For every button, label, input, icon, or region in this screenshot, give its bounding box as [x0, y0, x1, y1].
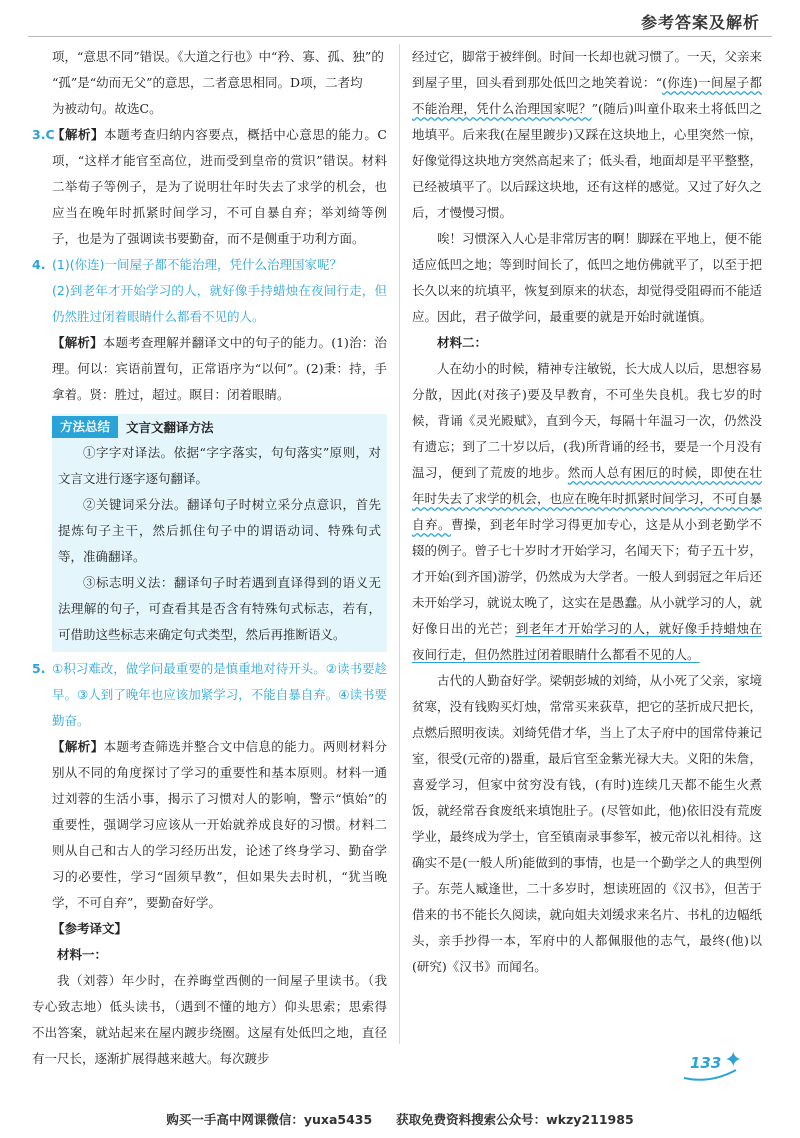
intro-line-1: 项，“意思不同”错误。《大道之行也》中“矜、寡、孤、独”的 [52, 49, 384, 64]
translation-paragraph-2: 唉！习惯深入人心是非常厉害的啊！脚踩在平地上，便不能适应低凹之地；等到时间长了，低凹之地仿佛就平了，以至于把长久以来的坑填平，恢复到原来的状态，却觉得受阻碍而不能适应。因此，君子做学问，最重要的就是开始时就谨慎。 [412, 231, 763, 324]
analysis-text: 本题考查筛选并整合文中信息的能力。两则材料分别从不同的角度探讨了学习的重要性和基本原则。材料一通过刘蓉的生活小事，揭示了习惯对人的影响，警示“慎始”的重要性，强调学习应该从一开始就养成良好的习惯。材料二则从自己和古人的学习经历出发，论述了终身学习、勤奋学习的必要性，学习“固须早教”，但如果失去时机，“犹当晚学，不可自弃”，要勤奋好学。 [52, 739, 387, 910]
footer [0, 1110, 800, 1128]
question-4-number: 4. [32, 257, 46, 272]
question-4-answer-2: (2)到老年才开始学习的人，就好像手持蜡烛在夜间行走，但仍然胜过闭着眼睛什么都看不见的人。 [52, 283, 387, 324]
translation-paragraph-1 [412, 44, 762, 226]
answer-text: (1)(你连)一间屋子都不能治理，凭什么治理国家呢？ [52, 257, 342, 272]
material-1-title: 材料一： [57, 947, 108, 962]
text-run: ”(随后)叫童仆取来土将低凹之地填平。后来我(在屋里踱步)又踩在这块地上，心里突然一惊，好像觉得这块地方突然高起来了；低头看，地面却是平平整整，已经被填平了。以后踩这块地，还有这样的感觉。又过了好久之后，才慢慢习惯。 [412, 101, 763, 220]
question-3-number: 3.C [32, 127, 55, 142]
underlined-sentence: 然而人总有困厄的时候，即使在壮年时失去了求学的机会，也应在晚年时抓紧时间学习，不可自暴自弃。 [412, 465, 763, 532]
translation-paragraph-4: 古代的人勤奋好学。梁朝彭城的刘绮，从小死了父亲，家境贫寒，没有钱购买灯烛，常常买来荻草，把它的茎折成尺把长，点燃后照明夜读。刘绮凭借才华，当上了太子府中的国常侍兼记室，很受(元帝的)器重，最后官至金紫光禄大夫。义阳的朱詹，喜爱学习，但家中贫穷没有钱，(有时)连续几天都不能生火煮饭，就经常吞食废纸来填饱肚子。(尽管如此，他)依旧没有荒废学业，最终成为学士，官至镇南录事参军，被元帝以礼相待。这确实不是(一般人所)能做到的事情，也是一个勤学之人的典型例子。东莞人臧逢世，二十多岁时，想读班固的《汉书》，但苦于借来的书不能长久阅读，就向姐夫刘缓求来名片、书札的边幅纸头，亲手抄得一本，军府中的人都佩服他的志气，最终(他)以(研究)《汉书》而闻名。 [412, 673, 763, 974]
question-3-analysis [32, 122, 387, 252]
footer-wechat-text: 购买一手高中网课微信：yuxa5435 [166, 1112, 373, 1127]
translation-paragraph-3 [412, 356, 762, 668]
text-run: 经过它，脚常于被绊倒。时间一长却也就习惯了。一天，父亲来到屋子里，回头看到那处低凹之地笑着说：“ [412, 49, 763, 90]
question-5-number: 5. [32, 661, 46, 676]
header-rule [28, 36, 772, 37]
material-2-title: 材料二： [437, 335, 488, 350]
analysis-text: 本题考查理解并翻译文中的句子的能力。(1)治：治理。何以：宾语前置句，正常语序为“以何”。(2)秉：持，手拿着。贤：胜过，超过。瞑目：闭着眼睛。 [52, 335, 387, 402]
method-summary-badge: 方法总结 [52, 416, 118, 438]
analysis-label: 【解析】 [52, 739, 104, 754]
method-item: ①字字对译法。依据“字字落实，句句落实”原则，对文言文进行逐字逐句翻译。 [58, 445, 381, 486]
sparkle-star-icon: ✦ [724, 1048, 743, 1073]
question-4-answer-1 [32, 252, 387, 278]
answer-text: ①积习难改，做学问最重要的是慎重地对待开头。②读书要趁早。③人到了晚年也应该加紧学习，不能自暴自弃。④读书要勤奋。 [52, 661, 387, 728]
underlined-sentence: (你连)一间屋子都不能治理，凭什么治理国家呢？ [412, 75, 762, 116]
intro-line-3: 为被动句。故选C。 [52, 101, 162, 116]
question-4-analysis [32, 330, 387, 408]
method-item: ③标志明义法：翻译句子时若遇到直译得到的语义无法理解的句子，可查看其是否含有特殊句式标志，若有，可借助这些标志来确定句式类型，然后再推断语义。 [58, 575, 381, 642]
analysis-label: 【解析】 [52, 127, 105, 142]
method-summary-header [52, 416, 381, 438]
text-run: 曹操，到老年时学习得更加专心，这是从小到老勤学不辍的例子。曾子七十岁时才开始学习，名闻天下；荀子五十岁，才开始(到齐国)游学，仍然成为大学者。一般人到弱冠之年后还未开始学习，就说太晚了，这实在是愚蠢。从小就学习的人，就好像日出的光芒； [412, 517, 763, 636]
material-1-text: 我（刘蓉）年少时，在养晦堂西侧的一间屋子里读书。（我专心致志地）低头读书，（遇到不懂的地方）仰头思索；思索得不出答案，就站起来在屋内踱步绕圈。这屋有处低凹之地，直径有一尺长，逐渐扩展得越来越大。每次踱步 [32, 973, 387, 1066]
analysis-label: 【解析】 [52, 335, 103, 350]
right-column [412, 44, 762, 980]
question-5-answer [32, 656, 387, 734]
intro-line-2: “孤”是“幼而无父”的意思，二者意思相同。D项，二者均 [52, 75, 363, 90]
method-summary-title: 文言文翻译方法 [126, 420, 214, 435]
text-run: 人在幼小的时候，精神专注敏锐，长大成人以后，思想容易分散，因此(对孩子)要及早教育，不可坐失良机。我七岁的时候，背诵《灵光殿赋》，直到今天，每隔十年温习一次，仍然没有遗忘；到了二十岁以后，(我)所背诵的经书，要是一个月没有温习，便到了荒废的地步。 [412, 361, 763, 480]
method-item: ②关键词采分法。翻译句子时树立采分点意识，首先提炼句子主干，然后抓住句子中的谓语动词、特殊句式等，准确翻译。 [58, 497, 381, 564]
method-summary-box [52, 414, 387, 652]
question-5-analysis [32, 734, 387, 916]
footer-account-text: 获取免费资料搜索公众号：wkzy211985 [396, 1112, 634, 1127]
swoosh-icon [682, 1068, 738, 1082]
page-number: 133 [690, 1054, 722, 1072]
column-divider [399, 44, 400, 1044]
page-header-title: 参考答案及解析 [640, 13, 760, 32]
analysis-text: 本题考查归纳内容要点，概括中心意思的能力。C项，“这样才能官至高位，进而受到皇帝的赏识”错误。材料二举荀子等例子，是为了说明壮年时失去了求学的机会，也应当在晚年时抓紧时间学习，不可自暴自弃；举刘绮等例子，也是为了强调读书要勤奋，而不是侧重于功利方面。 [52, 127, 387, 246]
left-column [32, 44, 387, 1072]
translation-title: 【参考译文】 [52, 921, 128, 936]
underlined-sentence: 到老年才开始学习的人，就好像手持蜡烛在夜间行走，但仍然胜过闭着眼睛什么都看不见的人。 [412, 621, 762, 662]
